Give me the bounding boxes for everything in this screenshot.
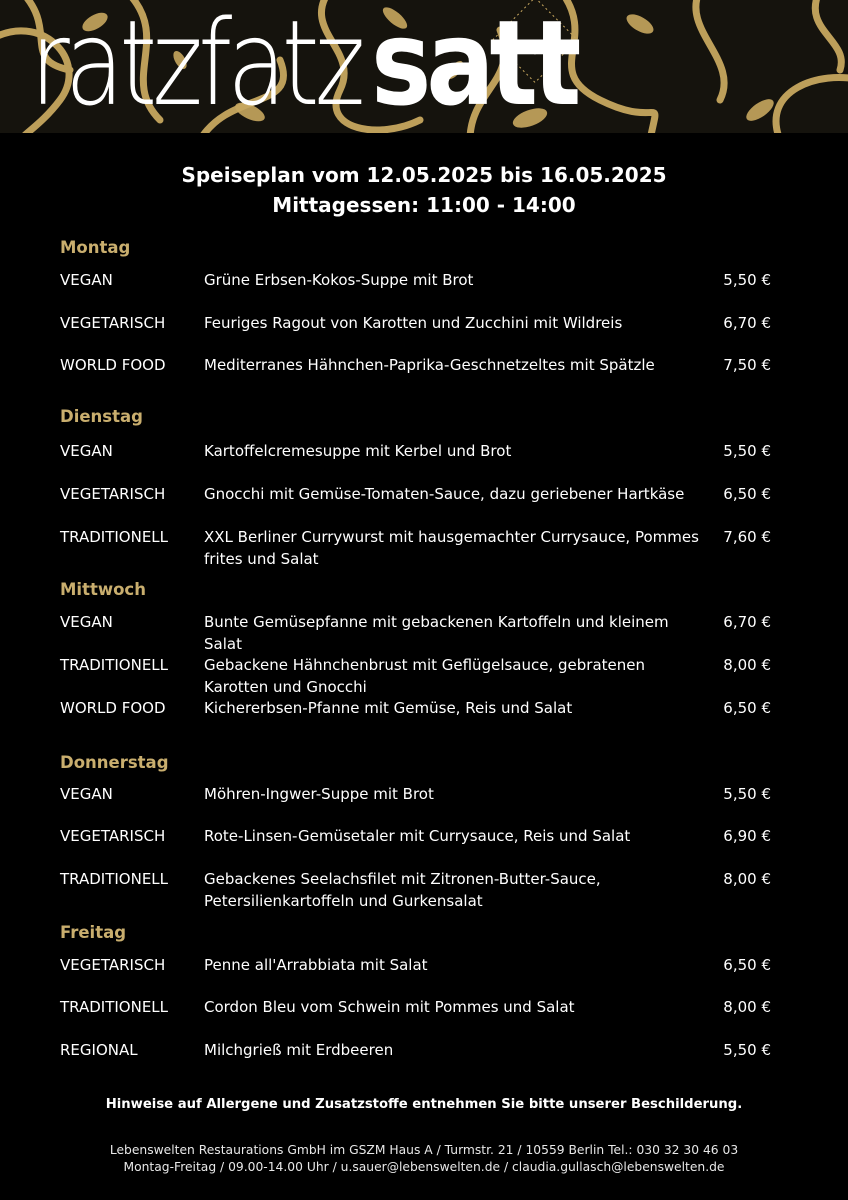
menu-dish: Feuriges Ragout von Karotten und Zucchini mit Wildreis [204, 314, 623, 332]
menu-category: TRADITIONELL [60, 656, 169, 674]
menu-price: 6,90 € [723, 827, 771, 845]
header-banner [0, 0, 848, 133]
menu-price: 6,50 € [723, 956, 771, 974]
menu-category: VEGAN [60, 271, 113, 289]
menu-price: 5,50 € [723, 271, 771, 289]
menu-price: 6,70 € [723, 613, 771, 631]
day-heading: Mittwoch [60, 580, 146, 599]
menu-category: VEGAN [60, 442, 113, 460]
day-heading: Donnerstag [60, 753, 169, 772]
menu-dish: Gnocchi mit Gemüse-Tomaten-Sauce, dazu geriebener Hartkäse [204, 485, 685, 503]
page-subtitle: Mittagessen: 11:00 - 14:00 [272, 193, 576, 217]
menu-dish: Cordon Bleu vom Schwein mit Pommes und Salat [204, 998, 575, 1016]
menu-price: 8,00 € [723, 870, 771, 888]
menu-dish: Möhren-Ingwer-Suppe mit Brot [204, 785, 434, 803]
menu-price: 8,00 € [723, 656, 771, 674]
menu-price: 5,50 € [723, 442, 771, 460]
menu-dish: XXL Berliner Currywurst mit hausgemachter Currysauce, Pommes frites und Salat [204, 528, 699, 568]
menu-dish: Kartoffelcremesuppe mit Kerbel und Brot [204, 442, 512, 460]
menu-category: VEGAN [60, 785, 113, 803]
menu-price: 5,50 € [723, 1041, 771, 1059]
menu-category: VEGETARISCH [60, 827, 166, 845]
menu-dish: Milchgrieß mit Erdbeeren [204, 1041, 394, 1059]
menu-category: VEGETARISCH [60, 956, 166, 974]
menu-category: TRADITIONELL [60, 528, 169, 546]
menu-dish: Rote-Linsen-Gemüsetaler mit Currysauce, Reis und Salat [204, 827, 631, 845]
footer-address: Lebenswelten Restaurations GmbH im GSZM Haus A / Turmstr. 21 / 10559 Berlin Tel.: 030 32 30 46 03 [109, 1143, 739, 1157]
menu-category: VEGETARISCH [60, 314, 166, 332]
menu-dish: Bunte Gemüsepfanne mit gebackenen Kartoffeln und kleinem Salat [204, 613, 669, 653]
menu-category: TRADITIONELL [60, 870, 169, 888]
menu-price: 8,00 € [723, 998, 771, 1016]
menu-price: 6,70 € [723, 314, 771, 332]
menu-price: 6,50 € [723, 699, 771, 717]
menu-dish: Mediterranes Hähnchen-Paprika-Geschnetzeltes mit Spätzle [204, 356, 655, 374]
menu-category: TRADITIONELL [60, 998, 169, 1016]
day-heading: Dienstag [60, 407, 143, 426]
logo-bold-part: satt [371, 0, 577, 132]
menu-category: REGIONAL [60, 1041, 138, 1059]
menu-dish: Gebackene Hähnchenbrust mit Geflügelsauce, gebratenen Karotten und Gnocchi [204, 656, 645, 696]
menu-price: 6,50 € [723, 485, 771, 503]
menu-dish: Penne all'Arrabbiata mit Salat [204, 956, 428, 974]
page-title: Speiseplan vom 12.05.2025 bis 16.05.2025 [181, 163, 667, 187]
brand-logo [30, 0, 610, 132]
menu-dish: Kichererbsen-Pfanne mit Gemüse, Reis und Salat [204, 699, 573, 717]
menu-category: VEGETARISCH [60, 485, 166, 503]
menu-price: 5,50 € [723, 785, 771, 803]
day-heading: Freitag [60, 923, 127, 942]
menu-category: WORLD FOOD [60, 356, 166, 374]
menu-dish: Grüne Erbsen-Kokos-Suppe mit Brot [204, 271, 474, 289]
menu-category: VEGAN [60, 613, 113, 631]
menu-price: 7,60 € [723, 528, 771, 546]
menu-price: 7,50 € [723, 356, 771, 374]
logo-light-part: ratzfatz [30, 0, 361, 132]
footer-contact: Montag-Freitag / 09.00-14.00 Uhr / u.sauer@lebenswelten.de / claudia.gullasch@lebenswelten.de [123, 1160, 725, 1174]
menu-category: WORLD FOOD [60, 699, 166, 717]
menu-dish: Gebackenes Seelachsfilet mit Zitronen-Butter-Sauce, Petersilienkartoffeln und Gurkensalat [204, 870, 601, 910]
day-heading: Montag [60, 238, 131, 257]
allergen-notice: Hinweise auf Allergene und Zusatzstoffe entnehmen Sie bitte unserer Beschilderung. [105, 1097, 743, 1112]
